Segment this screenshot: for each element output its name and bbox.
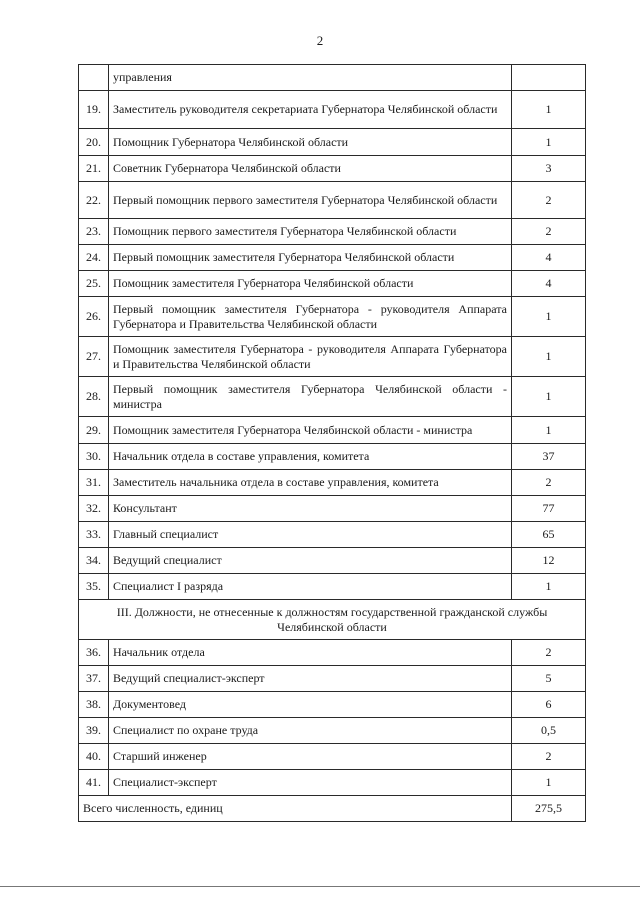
table-row xyxy=(79,337,586,377)
row-number-cell: 20. xyxy=(79,129,109,156)
table-row xyxy=(79,574,586,600)
row-number-cell: 30. xyxy=(79,444,109,470)
table-row xyxy=(79,91,586,129)
row-number-cell: 40. xyxy=(79,744,109,770)
position-name-cell: Документовед xyxy=(109,692,512,718)
row-number-cell: 19. xyxy=(79,91,109,129)
row-number-cell: 29. xyxy=(79,417,109,444)
row-number-cell: 32. xyxy=(79,496,109,522)
quantity-cell: 2 xyxy=(512,470,586,496)
quantity-cell: 1 xyxy=(512,337,586,377)
quantity-cell: 1 xyxy=(512,770,586,796)
table-row xyxy=(79,245,586,271)
position-name-cell: Ведущий специалист-эксперт xyxy=(109,666,512,692)
position-name-cell: Помощник Губернатора Челябинской области xyxy=(109,129,512,156)
position-name-cell: Первый помощник первого заместителя Губернатора Челябинской области xyxy=(109,182,512,219)
total-label: Всего численность, единиц xyxy=(79,796,512,822)
table-row xyxy=(79,182,586,219)
position-name-cell: Первый помощник заместителя Губернатора - руководителя Аппарата Губернатора и Правительства Челябинской области xyxy=(109,297,512,337)
row-number-cell: 35. xyxy=(79,574,109,600)
quantity-cell: 1 xyxy=(512,129,586,156)
position-name-cell: Специалист I разряда xyxy=(109,574,512,600)
row-number-cell: 22. xyxy=(79,182,109,219)
row-number-cell: 39. xyxy=(79,718,109,744)
quantity-cell: 1 xyxy=(512,377,586,417)
quantity-cell: 2 xyxy=(512,744,586,770)
position-name-cell: Начальник отдела xyxy=(109,640,512,666)
quantity-cell: 0,5 xyxy=(512,718,586,744)
row-number-cell: 27. xyxy=(79,337,109,377)
row-number-cell: 38. xyxy=(79,692,109,718)
table-row xyxy=(79,496,586,522)
position-name-cell: Главный специалист xyxy=(109,522,512,548)
row-number-cell: 36. xyxy=(79,640,109,666)
position-name-cell: Старший инженер xyxy=(109,744,512,770)
position-name-cell: Советник Губернатора Челябинской области xyxy=(109,156,512,182)
position-name-cell: Заместитель руководителя секретариата Губернатора Челябинской области xyxy=(109,91,512,129)
table-row xyxy=(79,640,586,666)
row-number-cell: 26. xyxy=(79,297,109,337)
quantity-cell: 3 xyxy=(512,156,586,182)
table-row xyxy=(79,666,586,692)
quantity-cell: 2 xyxy=(512,182,586,219)
position-name-cell: Специалист по охране труда xyxy=(109,718,512,744)
table-row xyxy=(79,444,586,470)
table-row xyxy=(79,522,586,548)
quantity-cell: 37 xyxy=(512,444,586,470)
total-row xyxy=(79,796,586,822)
position-name-cell: Помощник первого заместителя Губернатора Челябинской области xyxy=(109,219,512,245)
total-value: 275,5 xyxy=(512,796,586,822)
quantity-cell: 4 xyxy=(512,245,586,271)
quantity-cell: 2 xyxy=(512,219,586,245)
quantity-cell: 12 xyxy=(512,548,586,574)
quantity-cell: 77 xyxy=(512,496,586,522)
section-heading-row xyxy=(79,600,586,640)
row-number-cell: 24. xyxy=(79,245,109,271)
table-row xyxy=(79,129,586,156)
position-name-cell: Начальник отдела в составе управления, комитета xyxy=(109,444,512,470)
section-heading: III. Должности, не отнесенные к должностям государственной гражданской службы Челябинской области xyxy=(79,600,586,640)
table-row xyxy=(79,417,586,444)
table-row xyxy=(79,548,586,574)
quantity-cell: 1 xyxy=(512,574,586,600)
page-number: 2 xyxy=(316,33,324,48)
staffing-table-body xyxy=(79,65,586,822)
row-number-cell: 28. xyxy=(79,377,109,417)
page-bottom-divider xyxy=(0,886,640,887)
quantity-cell: 1 xyxy=(512,297,586,337)
position-name-cell: Помощник заместителя Губернатора Челябинской области - министра xyxy=(109,417,512,444)
quantity-cell: 1 xyxy=(512,417,586,444)
quantity-cell xyxy=(512,65,586,91)
position-name-cell: Первый помощник заместителя Губернатора Челябинской области - министра xyxy=(109,377,512,417)
row-number-cell: 33. xyxy=(79,522,109,548)
row-number-cell xyxy=(79,65,109,91)
quantity-cell: 2 xyxy=(512,640,586,666)
table-row xyxy=(79,692,586,718)
table-row xyxy=(79,156,586,182)
row-number-cell: 21. xyxy=(79,156,109,182)
table-row xyxy=(79,297,586,337)
position-name-cell: Ведущий специалист xyxy=(109,548,512,574)
position-name-cell: Консультант xyxy=(109,496,512,522)
table-row xyxy=(79,470,586,496)
quantity-cell: 6 xyxy=(512,692,586,718)
quantity-cell: 4 xyxy=(512,271,586,297)
position-name-cell: Первый помощник заместителя Губернатора Челябинской области xyxy=(109,245,512,271)
quantity-cell: 1 xyxy=(512,91,586,129)
row-number-cell: 34. xyxy=(79,548,109,574)
table-row xyxy=(79,770,586,796)
table-row xyxy=(79,271,586,297)
quantity-cell: 5 xyxy=(512,666,586,692)
position-name-cell: управления xyxy=(109,65,512,91)
row-number-cell: 41. xyxy=(79,770,109,796)
row-number-cell: 25. xyxy=(79,271,109,297)
row-number-cell: 37. xyxy=(79,666,109,692)
row-number-cell: 31. xyxy=(79,470,109,496)
position-name-cell: Специалист-эксперт xyxy=(109,770,512,796)
table-row xyxy=(79,219,586,245)
row-number-cell: 23. xyxy=(79,219,109,245)
position-name-cell: Помощник заместителя Губернатора - руководителя Аппарата Губернатора и Правительства Челябинской области xyxy=(109,337,512,377)
quantity-cell: 65 xyxy=(512,522,586,548)
table-row xyxy=(79,377,586,417)
table-row-continued xyxy=(79,65,586,91)
staffing-table xyxy=(78,64,586,822)
table-row xyxy=(79,744,586,770)
table-row xyxy=(79,718,586,744)
position-name-cell: Помощник заместителя Губернатора Челябинской области xyxy=(109,271,512,297)
position-name-cell: Заместитель начальника отдела в составе управления, комитета xyxy=(109,470,512,496)
